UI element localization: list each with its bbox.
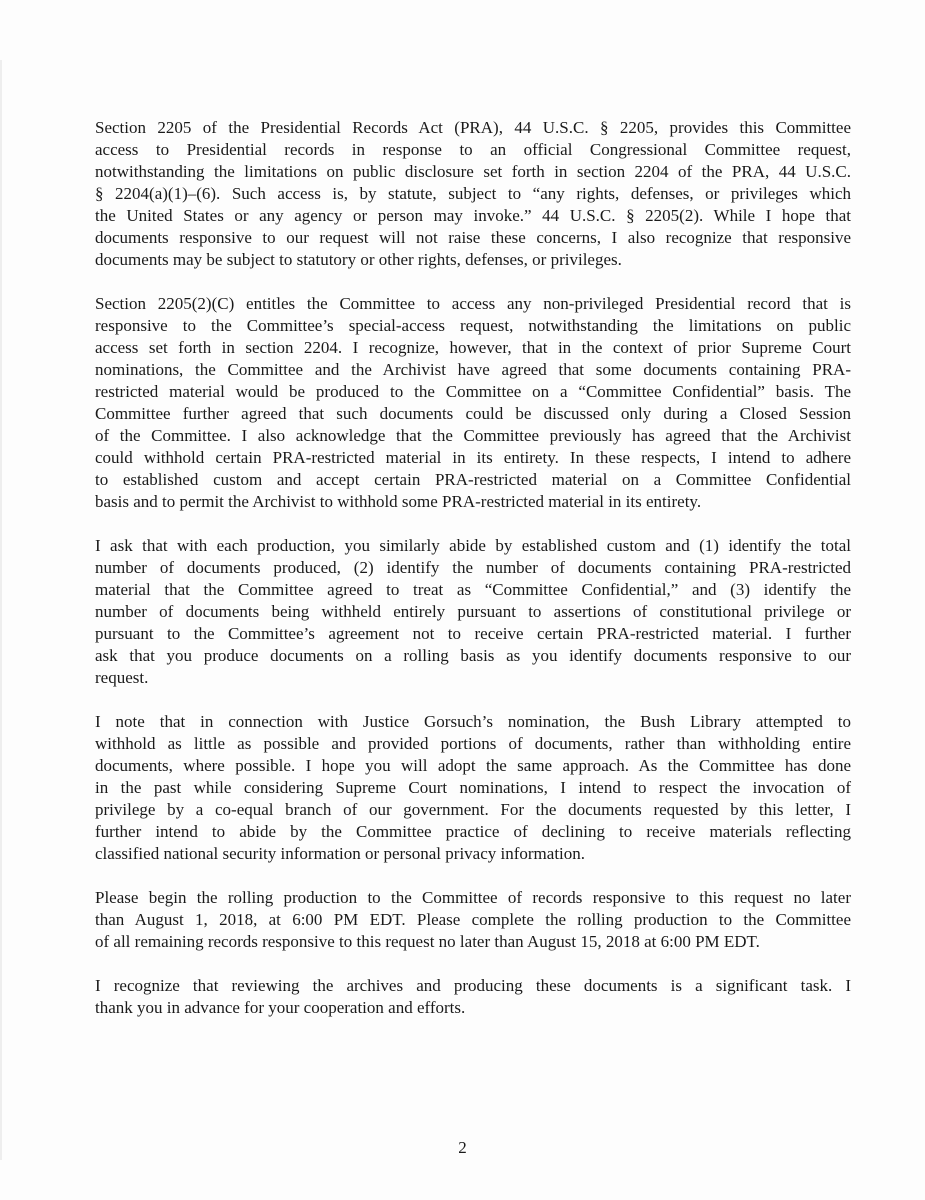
text-line: classified national security information or personal privacy information. (95, 844, 586, 863)
paragraph (95, 975, 851, 1019)
text-line: ask that you produce documents on a rolling basis as you identify documents responsive to our (95, 646, 851, 665)
text-line: Section 2205 of the Presidential Records Act (PRA), 44 U.S.C. § 2205, provides this Committee (95, 118, 851, 137)
paragraph (95, 711, 851, 865)
text-line: access to Presidential records in response to an official Congressional Committee request, (95, 140, 851, 159)
text-line: documents, where possible. I hope you will adopt the same approach. As the Committee has done (95, 756, 851, 775)
text-line: restricted material would be produced to the Committee on a “Committee Confidential” basis. The (95, 382, 851, 401)
paragraph (95, 293, 851, 513)
text-line: responsive to the Committee’s special-access request, notwithstanding the limitations on public (95, 316, 851, 335)
text-line: number of documents produced, (2) identify the number of documents containing PRA-restricted (95, 558, 851, 577)
paragraph (95, 117, 851, 271)
text-line: notwithstanding the limitations on public disclosure set forth in section 2204 of the PRA, 44 U.S.C. (95, 162, 851, 181)
paragraph (95, 535, 851, 689)
text-line: documents may be subject to statutory or other rights, defenses, or privileges. (95, 250, 622, 269)
text-line: Committee further agreed that such documents could be discussed only during a Closed Session (95, 404, 851, 423)
text-line: I recognize that reviewing the archives and producing these documents is a significant task. I (95, 976, 851, 995)
text-line: Section 2205(2)(C) entitles the Committee to access any non-privileged Presidential record that is (95, 294, 851, 313)
text-line: to established custom and accept certain PRA-restricted material on a Committee Confidential (95, 470, 851, 489)
text-line: pursuant to the Committee’s agreement not to receive certain PRA-restricted material. I further (95, 624, 851, 643)
text-line: privilege by a co-equal branch of our government. For the documents requested by this letter, I (95, 800, 851, 819)
paragraph (95, 887, 851, 953)
text-line: further intend to abide by the Committee practice of declining to receive materials reflecting (95, 822, 851, 841)
text-line: than August 1, 2018, at 6:00 PM EDT. Please complete the rolling production to the Committee (95, 910, 851, 929)
text-line: nominations, the Committee and the Archivist have agreed that some documents containing PRA- (95, 360, 851, 379)
text-line: Please begin the rolling production to the Committee of records responsive to this request no later (95, 888, 851, 907)
text-line: documents responsive to our request will not raise these concerns, I also recognize that responsive (95, 228, 851, 247)
text-line: § 2204(a)(1)–(6). Such access is, by statute, subject to “any rights, defenses, or privileges which (95, 184, 851, 203)
letter-body (95, 117, 851, 1041)
text-line: I ask that with each production, you similarly abide by established custom and (1) identify the total (95, 536, 851, 555)
text-line: could withhold certain PRA-restricted material in its entirety. In these respects, I intend to adhere (95, 448, 851, 467)
text-line: basis and to permit the Archivist to withhold some PRA-restricted material in its entirety. (95, 492, 702, 511)
text-line: the United States or any agency or person may invoke.” 44 U.S.C. § 2205(2). While I hope that (95, 206, 851, 225)
scan-edge (0, 60, 2, 1160)
text-line: number of documents being withheld entirely pursuant to assertions of constitutional privilege or (95, 602, 851, 621)
text-line: of the Committee. I also acknowledge that the Committee previously has agreed that the Archivist (95, 426, 851, 445)
text-line: withhold as little as possible and provided portions of documents, rather than withholding entire (95, 734, 851, 753)
text-line: thank you in advance for your cooperation and efforts. (95, 998, 466, 1017)
text-line: in the past while considering Supreme Court nominations, I intend to respect the invocation of (95, 778, 851, 797)
text-line: I note that in connection with Justice Gorsuch’s nomination, the Bush Library attempted to (95, 712, 851, 731)
text-line: access set forth in section 2204. I recognize, however, that in the context of prior Supreme Court (95, 338, 851, 357)
text-line: request. (95, 668, 149, 687)
text-line: material that the Committee agreed to treat as “Committee Confidential,” and (3) identify the (95, 580, 851, 599)
page-number: 2 (458, 1138, 467, 1157)
text-line: of all remaining records responsive to this request no later than August 15, 2018 at 6:00 PM EDT. (95, 932, 760, 951)
